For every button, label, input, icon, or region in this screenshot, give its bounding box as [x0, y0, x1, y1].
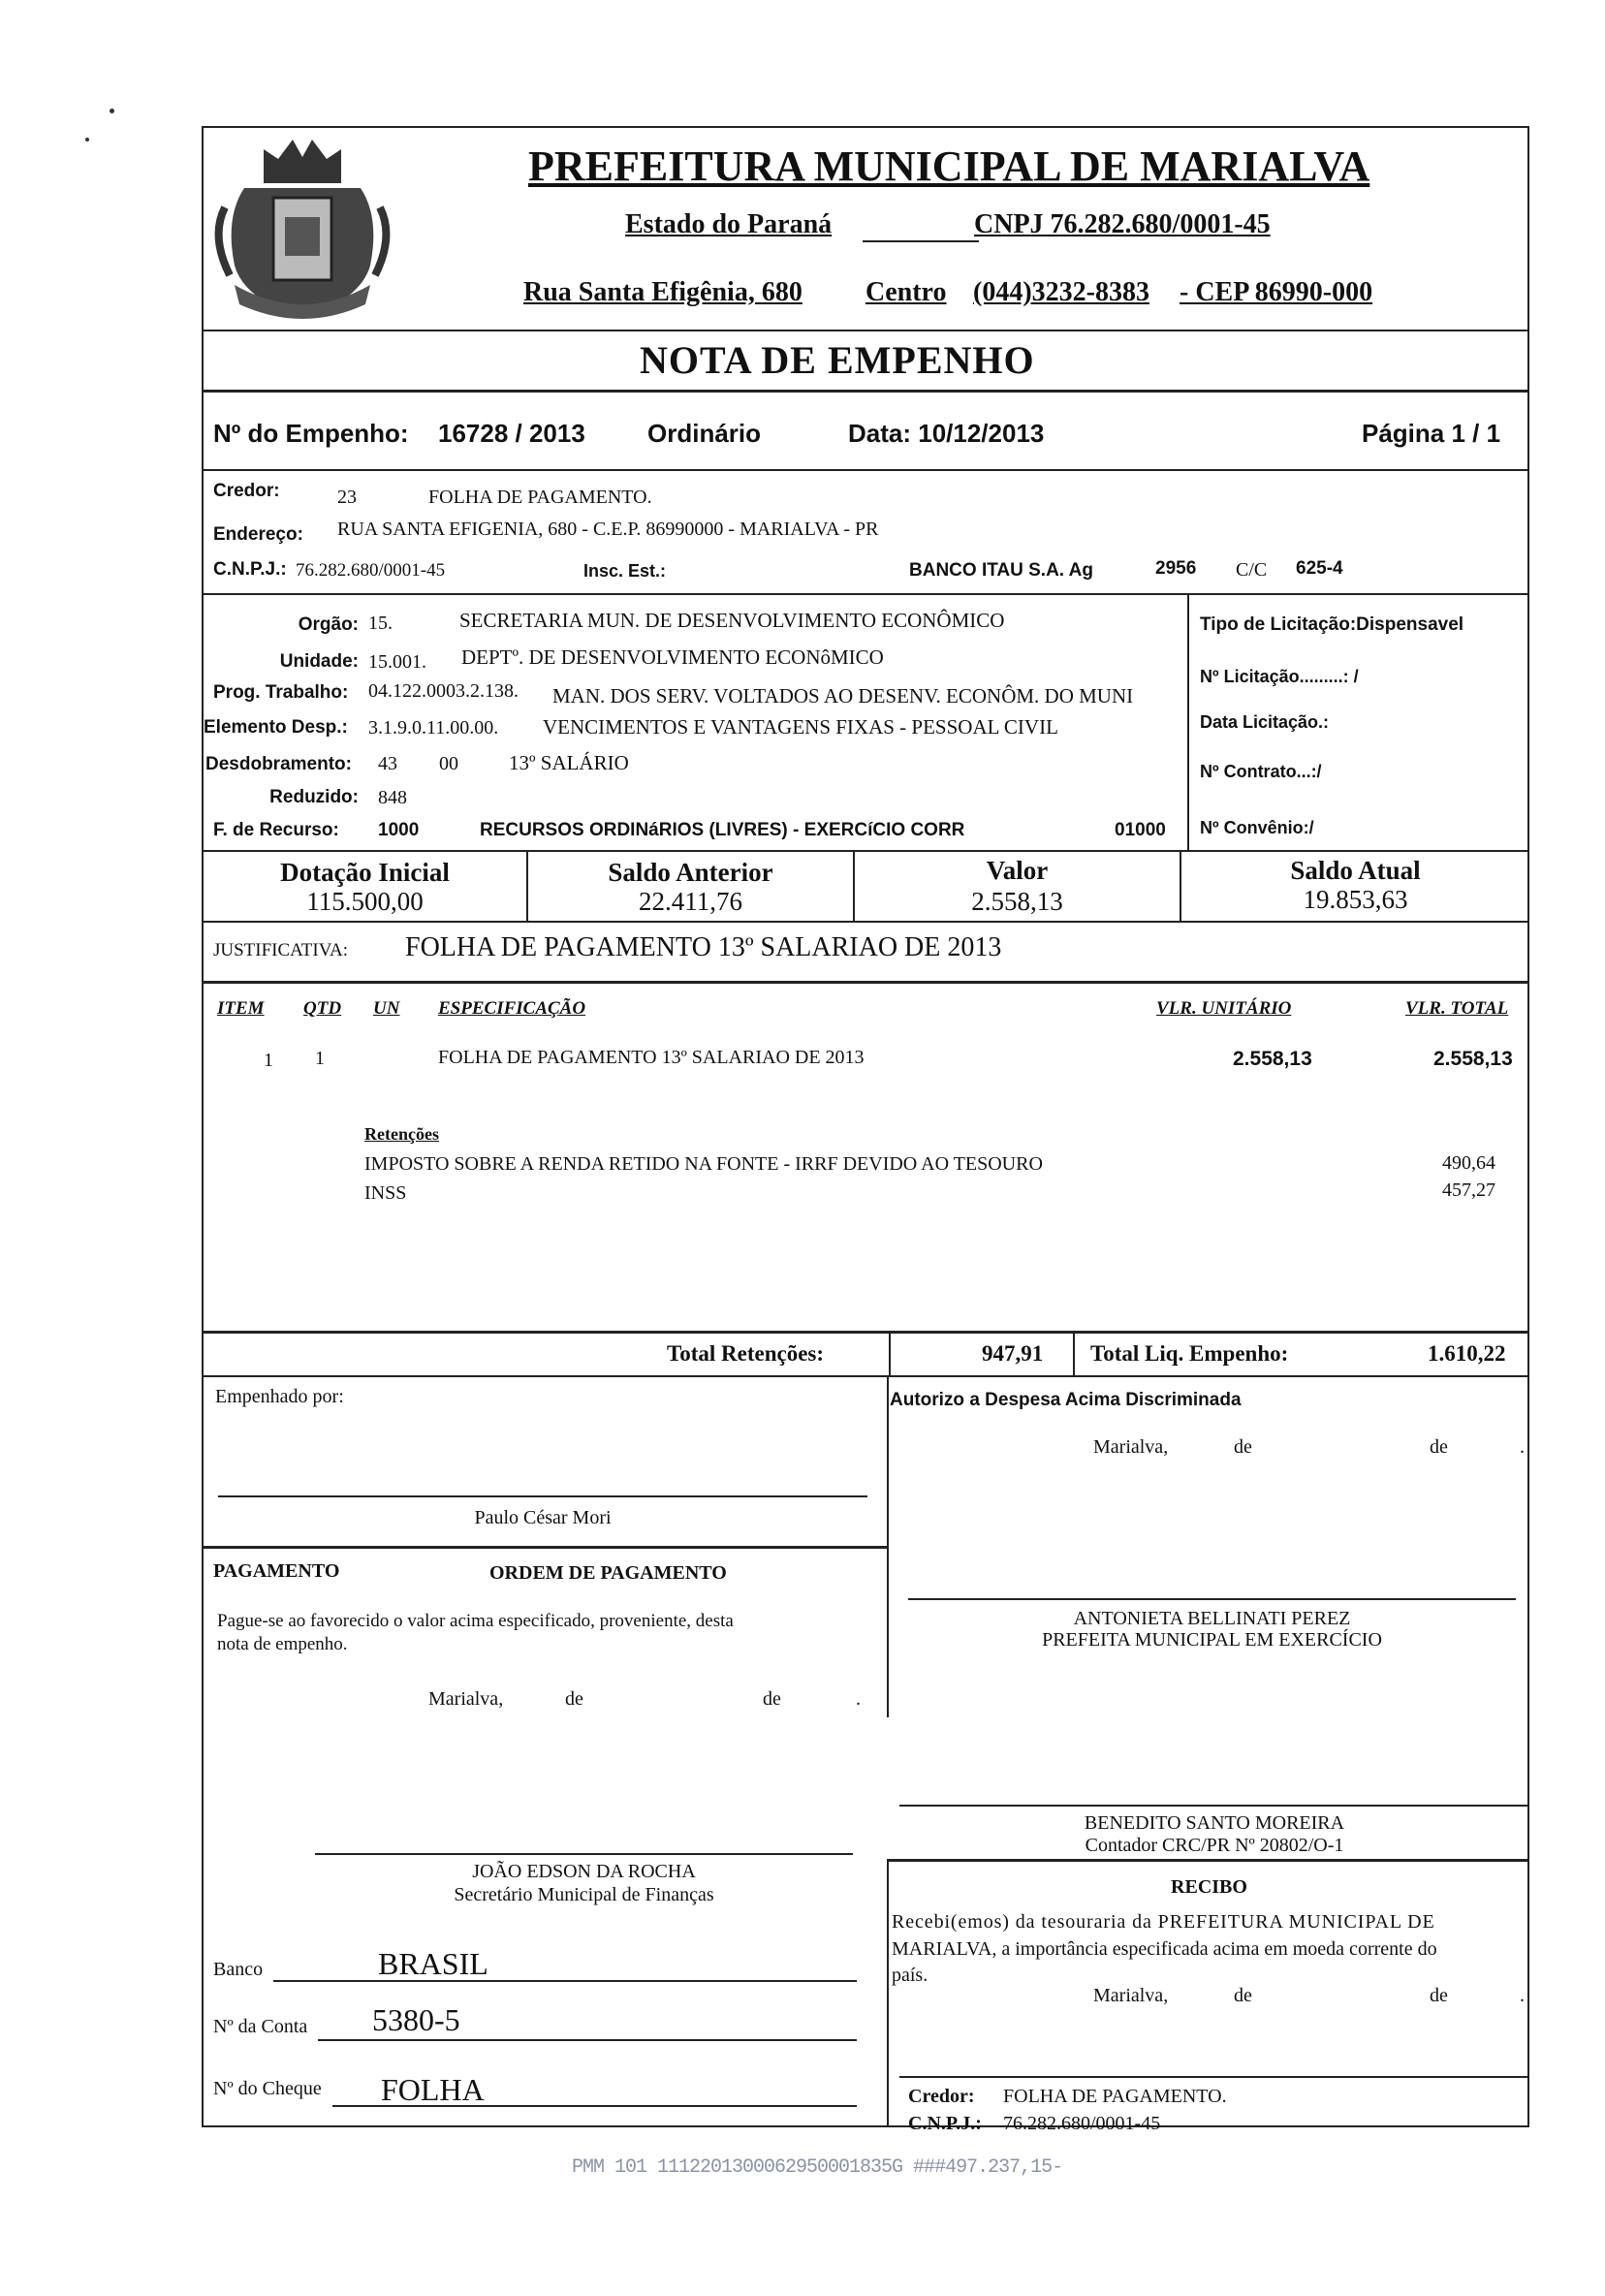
- total-liquido-value: 1.610,22: [1428, 1341, 1506, 1366]
- retencoes-title: Retenções: [364, 1124, 439, 1144]
- municipality-title: PREFEITURA MUNICIPAL DE MARIALVA: [528, 142, 1370, 190]
- divider: [202, 593, 1529, 595]
- header-cnpj: CNPJ 76.282.680/0001-45: [974, 209, 1271, 239]
- pagamento-place: Marialva,: [428, 1688, 504, 1710]
- item-number: 1: [264, 1050, 273, 1071]
- divider: [202, 1375, 1529, 1377]
- recibo-title: RECIBO: [1171, 1876, 1247, 1898]
- document-title: NOTA DE EMPENHO: [640, 338, 1035, 382]
- pagamento-text-1: Pague-se ao favorecido o valor acima especificado, proveniente, desta: [217, 1611, 734, 1631]
- pagamento-de1: de: [565, 1688, 583, 1710]
- empenhado-label: Empenhado por:: [215, 1386, 344, 1407]
- divider-vertical: [1187, 593, 1189, 850]
- header-phone: (044)3232-8383: [973, 277, 1149, 307]
- header-underline: [863, 240, 979, 242]
- justificativa-label: JUSTIFICATIVA:: [213, 940, 349, 960]
- item-spec: FOLHA DE PAGAMENTO 13º SALARIAO DE 2013: [438, 1047, 865, 1068]
- signature-line: [315, 1853, 853, 1855]
- elemento-name: VENCIMENTOS E VANTAGENS FIXAS - PESSOAL CIVIL: [543, 715, 1058, 739]
- banco-value: BRASIL: [378, 1946, 488, 1981]
- autorizo-de2: de: [1430, 1436, 1448, 1458]
- retencao-irrf-value: 490,64: [1442, 1152, 1495, 1174]
- licitacao-numero: Nº Licitação.........: /: [1200, 667, 1359, 686]
- coat-of-arms-logo: [205, 130, 399, 333]
- item-unit-value: 2.558,13: [1233, 1048, 1312, 1070]
- total-liquido-label: Total Liq. Empenho:: [1090, 1341, 1289, 1366]
- prefeita-title: PREFEITA MUNICIPAL EM EXERCÍCIO: [1042, 1629, 1382, 1651]
- desdobramento-label: Desdobramento:: [205, 754, 352, 774]
- desdobramento-name: 13º SALÁRIO: [509, 751, 629, 774]
- valor-label: Valor: [986, 856, 1049, 885]
- divider-vertical: [1073, 1331, 1075, 1375]
- empenho-date: Data: 10/12/2013: [848, 419, 1045, 448]
- page-number: Página 1 / 1: [1362, 419, 1501, 448]
- convenio-number: Nº Convênio:/: [1200, 818, 1314, 837]
- recibo-text-1: Recebi(emos) da tesouraria da PREFEITURA MUNICIPAL DE: [892, 1911, 1435, 1933]
- pagamento-text-2: nota de empenho.: [217, 1634, 348, 1654]
- credor-address: RUA SANTA EFIGENIA, 680 - C.E.P. 86990000 - MARIALVA - PR: [337, 519, 879, 540]
- scan-dot: [110, 109, 114, 113]
- divider: [202, 1331, 1529, 1334]
- scan-dot: [85, 138, 89, 142]
- footer-cnpj-label: C.N.P.J.:: [908, 2113, 982, 2134]
- prog-name: MAN. DOS SERV. VOLTADOS AO DESENV. ECONÔM. DO MUNI: [552, 684, 1134, 708]
- divider: [202, 330, 1529, 331]
- address-label: Endereço:: [213, 524, 303, 545]
- recurso-name: RECURSOS ORDINáRIOS (LIVRES) - EXERCíCIO CORR: [480, 820, 965, 840]
- divider-vertical: [887, 1375, 889, 1717]
- autorizo-place: Marialva,: [1093, 1436, 1169, 1458]
- recurso-number: 01000: [1115, 820, 1166, 840]
- retencao-irrf: IMPOSTO SOBRE A RENDA RETIDO NA FONTE - IRRF DEVIDO AO TESOURO: [364, 1153, 1043, 1175]
- retencao-inss-value: 457,27: [1442, 1179, 1495, 1201]
- pagamento-dot: .: [856, 1688, 861, 1710]
- autorizo-label: Autorizo a Despesa Acima Discriminada: [890, 1390, 1242, 1410]
- cheque-label: Nº do Cheque: [213, 2078, 322, 2099]
- contrato-number: Nº Contrato...:/: [1200, 762, 1322, 781]
- recurso-label: F. de Recurso:: [213, 820, 339, 840]
- footer-cnpj-value: 76.282.680/0001-45: [1003, 2113, 1161, 2134]
- field-line: [318, 2039, 857, 2041]
- retencao-inss: INSS: [364, 1182, 407, 1204]
- licitacao-tipo: Tipo de Licitação:Dispensavel: [1200, 614, 1464, 635]
- banco-label: Banco: [213, 1959, 264, 1980]
- header-cep: - CEP 86990-000: [1180, 277, 1373, 307]
- ordem-pagamento-label: ORDEM DE PAGAMENTO: [489, 1562, 727, 1584]
- col-especificacao: ESPECIFICAÇÃO: [438, 998, 586, 1019]
- col-vlr-unitario: VLR. UNITÁRIO: [1156, 998, 1292, 1019]
- recibo-dot: .: [1520, 1985, 1525, 2006]
- credor-label: Credor:: [213, 481, 280, 501]
- recibo-de2: de: [1430, 1985, 1448, 2006]
- autorizo-de1: de: [1234, 1436, 1252, 1458]
- desdobramento-b: 00: [439, 753, 458, 774]
- header-address: Rua Santa Efigênia, 680: [523, 277, 802, 307]
- col-qtd: QTD: [303, 998, 342, 1019]
- dotacao-value: 115.500,00: [306, 887, 424, 916]
- elemento-code: 3.1.9.0.11.00.00.: [368, 717, 499, 739]
- credor-code: 23: [337, 487, 357, 508]
- reduzido-value: 848: [378, 787, 407, 808]
- col-item: ITEM: [217, 998, 265, 1019]
- valor-value: 2.558,13: [971, 887, 1063, 916]
- header-district: Centro: [865, 277, 947, 307]
- orgao-label: Orgão:: [298, 614, 359, 635]
- orgao-code: 15.: [368, 613, 393, 634]
- contador-name: BENEDITO SANTO MOREIRA: [1084, 1812, 1345, 1834]
- empenho-type: Ordinário: [647, 419, 762, 448]
- divider: [202, 850, 1529, 852]
- orgao-name: SECRETARIA MUN. DE DESENVOLVIMENTO ECONÔMICO: [459, 609, 1005, 632]
- dotacao-label: Dotação Inicial: [280, 858, 450, 887]
- item-total-value: 2.558,13: [1433, 1048, 1513, 1070]
- footer-credor-name: FOLHA DE PAGAMENTO.: [1003, 2086, 1227, 2107]
- secretario-name: JOÃO EDSON DA ROCHA: [472, 1861, 696, 1882]
- justificativa-text: FOLHA DE PAGAMENTO 13º SALARIAO DE 2013: [405, 932, 1002, 962]
- credor-cnpj: 76.282.680/0001-45: [296, 560, 446, 581]
- divider: [202, 1546, 887, 1549]
- credor-name: FOLHA DE PAGAMENTO.: [428, 487, 652, 508]
- unidade-label: Unidade:: [279, 651, 359, 672]
- desdobramento-a: 43: [378, 753, 397, 774]
- unidade-code: 15.001.: [368, 651, 426, 673]
- cc-label: C/C: [1236, 559, 1268, 581]
- signature-line: [218, 1495, 867, 1497]
- unidade-name: DEPTº. DE DESENVOLVIMENTO ECONôMICO: [461, 645, 884, 669]
- cnpj-label: C.N.P.J.:: [213, 559, 287, 580]
- item-qtd: 1: [315, 1048, 325, 1069]
- field-line: [332, 2105, 857, 2107]
- bank-agency: 2956: [1155, 558, 1197, 579]
- signature-line: [908, 1598, 1516, 1600]
- contador-title: Contador CRC/PR Nº 20802/O-1: [1085, 1835, 1344, 1856]
- divider: [202, 981, 1529, 984]
- signature-line: [899, 1805, 1529, 1807]
- cc-number: 625-4: [1296, 558, 1343, 579]
- empenhado-name: Paulo César Mori: [474, 1507, 612, 1528]
- reduzido-label: Reduzido:: [269, 787, 359, 807]
- saldo-atual-label: Saldo Atual: [1290, 856, 1421, 885]
- bank-stamp: PMM 101 1112201300062950001835G ###497.237,15-: [572, 2156, 1063, 2179]
- total-retencoes-label: Total Retenções:: [667, 1341, 825, 1366]
- prog-label: Prog. Trabalho:: [213, 682, 349, 703]
- divider-vertical: [889, 1331, 891, 1375]
- signature-line: [899, 2076, 1529, 2078]
- prog-code: 04.122.0003.2.138.: [368, 680, 519, 702]
- conta-label: Nº da Conta: [213, 2016, 308, 2037]
- col-un: UN: [373, 998, 400, 1019]
- prefeita-name: ANTONIETA BELLINATI PEREZ: [1073, 1608, 1351, 1629]
- saldo-atual-value: 19.853,63: [1303, 885, 1408, 914]
- divider: [887, 1859, 1529, 1862]
- empenho-label: Nº do Empenho:: [213, 419, 409, 448]
- divider: [202, 390, 1529, 393]
- recurso-code: 1000: [378, 820, 420, 840]
- pagamento-label: PAGAMENTO: [213, 1560, 340, 1582]
- footer-credor-label: Credor:: [908, 2086, 975, 2107]
- conta-value: 5380-5: [372, 2002, 460, 2037]
- col-vlr-total: VLR. TOTAL: [1405, 998, 1509, 1019]
- divider: [202, 469, 1529, 471]
- bank-name: BANCO ITAU S.A. Ag: [909, 560, 1093, 581]
- recibo-text-2: MARIALVA, a importância especificada acima em moeda corrente do: [892, 1938, 1437, 1960]
- elemento-label: Elemento Desp.:: [204, 717, 348, 738]
- divider-vertical: [887, 1859, 889, 2127]
- saldo-anterior-label: Saldo Anterior: [608, 858, 773, 887]
- field-line: [273, 1980, 857, 1982]
- saldo-anterior-value: 22.411,76: [639, 887, 742, 916]
- licitacao-data: Data Licitação.:: [1200, 712, 1330, 732]
- pagamento-de2: de: [763, 1688, 781, 1710]
- recibo-place: Marialva,: [1093, 1985, 1169, 2006]
- recibo-text-3: país.: [892, 1965, 928, 1986]
- recibo-de1: de: [1234, 1985, 1252, 2006]
- insc-label: Insc. Est.:: [583, 561, 667, 581]
- empenho-number: 16728 / 2013: [438, 419, 585, 448]
- divider: [202, 921, 1529, 923]
- state-name: Estado do Paraná: [625, 209, 833, 239]
- total-retencoes-value: 947,91: [982, 1341, 1044, 1366]
- cheque-value: FOLHA: [381, 2072, 485, 2107]
- secretario-title: Secretário Municipal de Finanças: [454, 1884, 714, 1905]
- autorizo-dot: .: [1520, 1436, 1525, 1458]
